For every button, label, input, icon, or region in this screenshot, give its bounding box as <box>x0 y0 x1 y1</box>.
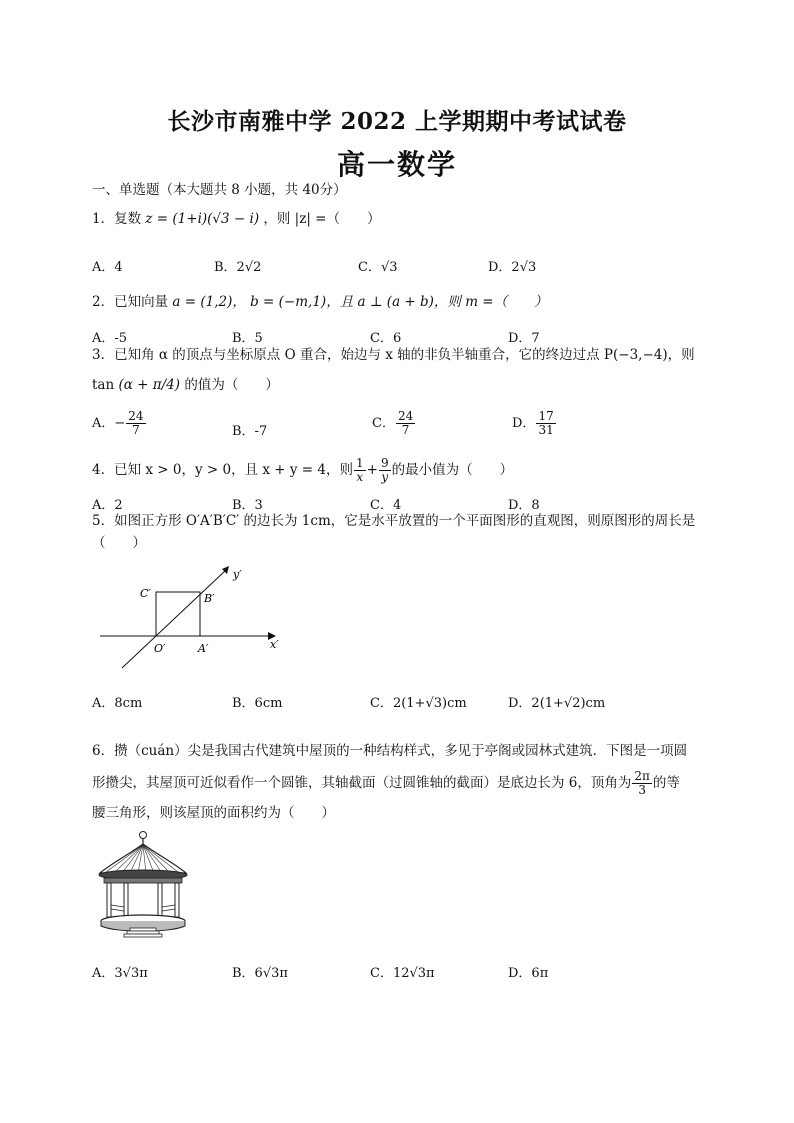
q5-option-c: C．2(1+√3)cm <box>370 696 467 711</box>
q5-option-a: A．8cm <box>92 696 143 711</box>
q6-line-2-text: 形攒尖，其屋顶可近似看作一个圆锥，其轴截面（过圆锥轴的截面）是底边长为 6，顶角为 <box>92 775 632 791</box>
label-x: x′ <box>270 638 279 651</box>
pavilion-illustration <box>96 827 192 939</box>
q3-c-numerator: 24 <box>397 409 414 423</box>
question-1 <box>92 210 381 228</box>
q3-option-c-fraction <box>396 410 415 437</box>
q4-fraction-1 <box>354 457 366 484</box>
q4-option-d: D．8 <box>508 498 540 513</box>
q6-line-2-tail: 的等 <box>652 775 680 791</box>
q4-plus: + <box>366 462 378 478</box>
q1-option-c: C．√3 <box>358 260 398 275</box>
question-2 <box>92 293 548 311</box>
q4-fraction-2 <box>379 457 391 484</box>
q3-option-c <box>372 410 416 437</box>
question-5-line-2: （ ） <box>92 535 146 551</box>
q2-expr: a = (1,2)， b = (−m,1)，且 a ⊥ (a + b)，则 m =（ ） <box>172 294 548 310</box>
q3-option-a-fraction <box>126 410 145 437</box>
q1-option-d: D．2√3 <box>488 260 537 275</box>
q6-option-d: D．6π <box>508 966 549 981</box>
q3-tail: 的值为（ ） <box>184 377 279 393</box>
q1-option-b: B．2√2 <box>214 260 262 275</box>
section-heading: 一、单选题（本大题共 8 小题，共 40分） <box>92 182 347 198</box>
q6-option-c: C．12√3π <box>370 966 435 981</box>
q3-option-d <box>512 410 557 437</box>
q3-c-denominator: 7 <box>401 423 410 437</box>
label-a: A′ <box>198 642 209 655</box>
q2-option-d: D．7 <box>508 331 540 346</box>
q4-f2-denominator: y <box>381 470 389 484</box>
q5-option-d: D．2(1+√2)cm <box>508 696 606 711</box>
q1-expr: z = (1+i)(√3 − i) <box>145 211 260 227</box>
q6-angle-numerator: 2π <box>634 769 650 783</box>
question-6-line-2 <box>92 770 680 797</box>
label-c: C′ <box>140 587 151 600</box>
q4-lead: 4．已知 x > 0，y > 0，且 x + y = 4，则 <box>92 462 353 478</box>
q4-option-b: B．3 <box>232 498 263 513</box>
exam-subtitle: 高一数学 <box>336 148 457 181</box>
q4-f2-numerator: 9 <box>380 456 389 470</box>
q3-option-d-label: D． <box>512 416 536 431</box>
q3-option-a <box>92 410 147 437</box>
question-4 <box>92 457 513 484</box>
q3-option-c-label: C． <box>372 416 395 431</box>
q4-option-a: A．2 <box>92 498 123 513</box>
question-3-line-1: 3．已知角 α 的顶点与坐标原点 O 重合，始边与 x 轴的非负半轴重合，它的终边过点 P(−3,−4)，则 <box>92 347 695 363</box>
q6-angle-denominator: 3 <box>638 783 646 797</box>
q3-d-denominator: 31 <box>538 423 554 437</box>
q1-lead: 1．复数 <box>92 211 142 227</box>
q2-option-a: A．-5 <box>92 331 128 346</box>
q3-d-numerator: 17 <box>538 409 554 423</box>
q4-tail: 的最小值为（ ） <box>391 462 514 478</box>
q3-tan-arg: (α + π/4) <box>118 377 181 393</box>
q4-f1-numerator: 1 <box>356 456 364 470</box>
q2-lead: 2．已知向量 <box>92 294 169 310</box>
q6-option-b: B．6√3π <box>232 966 288 981</box>
question-6-line-3: 腰三角形，则该屋顶的面积约为（ ） <box>92 805 335 821</box>
question-6-line-1: 6．攒（cuán）尖是我国古代建筑中屋顶的一种结构样式，多见于亭阁或园林式建筑．下图是一项圆 <box>92 743 688 759</box>
q1-tail: ，则 |z| =（ ） <box>263 211 381 227</box>
exam-title: 长沙市南雅中学 2022 上学期期中考试试卷 <box>167 108 627 135</box>
label-y: y′ <box>233 568 242 581</box>
oblique-square-figure <box>96 560 296 670</box>
q2-option-c: C．6 <box>370 331 402 346</box>
q3-option-b: B．-7 <box>232 424 268 439</box>
q3-tan: tan <box>92 377 115 393</box>
q1-option-a: A．4 <box>92 260 123 275</box>
q6-option-a: A．3√3π <box>92 966 148 981</box>
y-axis <box>122 570 226 668</box>
label-b: B′ <box>204 592 215 605</box>
q5-option-b: B．6cm <box>232 696 283 711</box>
q4-f1-denominator: x <box>356 470 364 484</box>
q3-option-a-label: A．− <box>92 416 126 431</box>
q3-a-denominator: 7 <box>132 423 140 437</box>
q2-option-b: B．5 <box>232 331 263 346</box>
q6-angle-fraction <box>632 770 652 797</box>
q3-a-numerator: 24 <box>128 409 144 423</box>
label-o: O′ <box>154 642 166 655</box>
question-5-line-1: 5．如图正方形 O′A′B′C′ 的边长为 1cm，它是水平放置的一个平面图形的直观图，则原图形的周长是 <box>92 513 696 529</box>
q3-option-d-fraction <box>536 410 555 437</box>
question-3-line-2 <box>92 376 279 394</box>
q4-option-c: C．4 <box>370 498 402 513</box>
